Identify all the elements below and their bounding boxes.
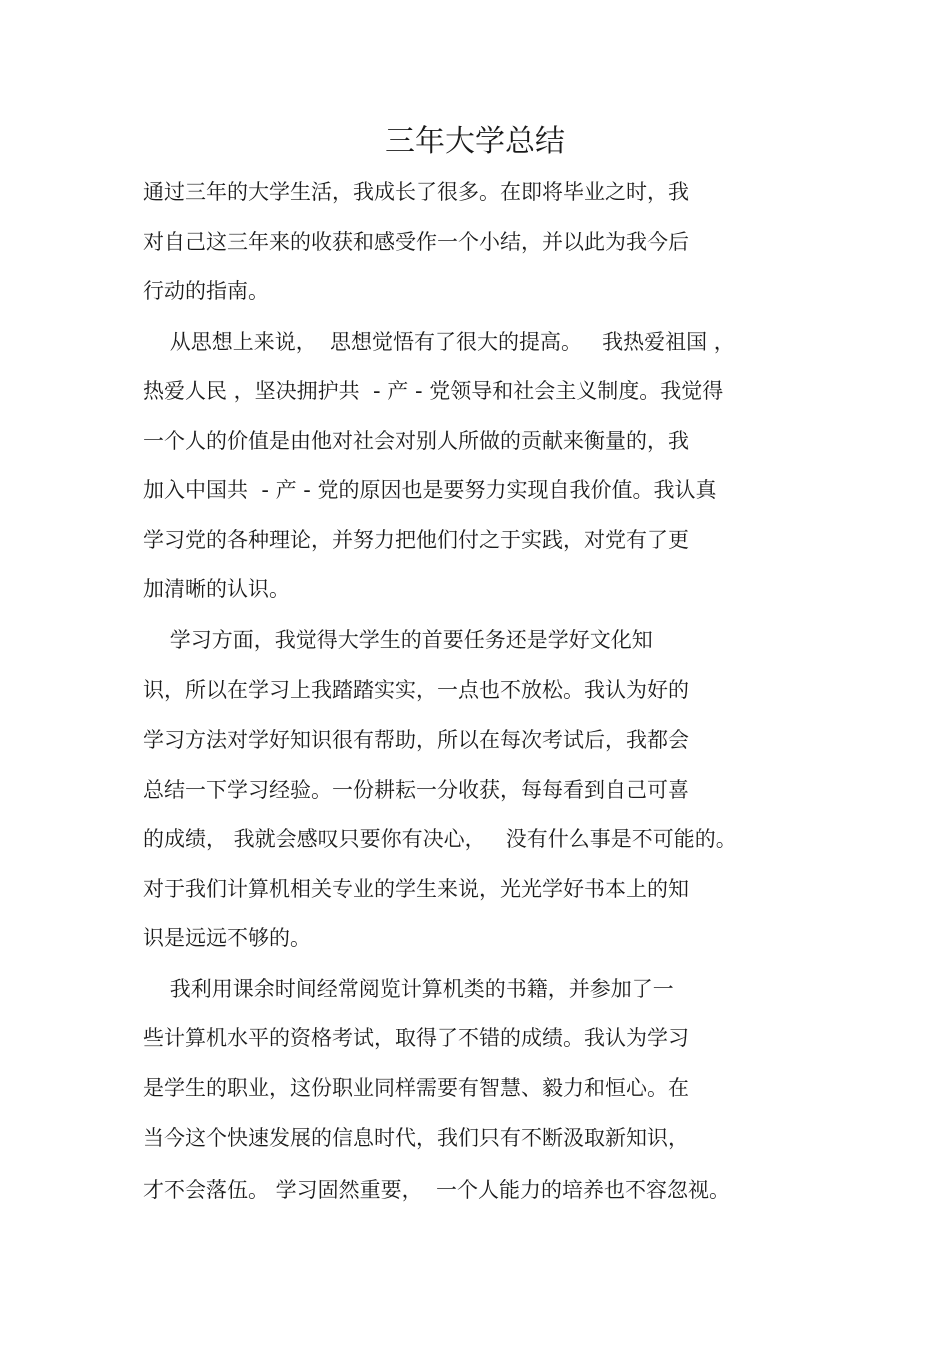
text-line-2: 对自己这三年来的收获和感受作一个小结，并以此为我今后 bbox=[143, 230, 689, 254]
text-line-4: 从思想上来说， 思想觉悟有了很大的提高。 我热爱祖国 ， bbox=[143, 330, 735, 354]
text-line-1: 通过三年的大学生活，我成长了很多。在即将毕业之时，我 bbox=[143, 180, 689, 204]
text-line-6: 一个人的价值是由他对社会对别人所做的贡献来衡量的，我 bbox=[143, 429, 689, 453]
text-line-14: 的成绩， 我就会感叹只要你有决心， 没有什么事是不可能的。 bbox=[143, 827, 737, 851]
text-line-11: 识，所以在学习上我踏踏实实，一点也不放松。我认为好的 bbox=[143, 678, 689, 702]
text-line-19: 是学生的职业，这份职业同样需要有智慧、毅力和恒心。在 bbox=[143, 1076, 689, 1100]
text-line-18: 些计算机水平的资格考试，取得了不错的成绩。我认为学习 bbox=[143, 1026, 689, 1050]
text-line-16: 识是远远不够的。 bbox=[143, 926, 311, 950]
text-line-20: 当今这个快速发展的信息时代，我们只有不断汲取新知识， bbox=[143, 1126, 689, 1150]
text-line-13: 总结一下学习经验。一份耕耘一分收获，每每看到自己可喜 bbox=[143, 778, 689, 802]
text-line-15: 对于我们计算机相关专业的学生来说，光光学好书本上的知 bbox=[143, 877, 689, 901]
text-line-5: 热爱人民 ，坚决拥护共 - 产 - 党领导和社会主义制度。我觉得 bbox=[143, 379, 724, 403]
text-line-3: 行动的指南。 bbox=[143, 279, 269, 303]
text-line-21: 才不会落伍。 学习固然重要， 一个人能力的培养也不容忽视。 bbox=[143, 1178, 731, 1202]
text-line-8: 学习党的各种理论，并努力把他们付之于实践，对党有了更 bbox=[143, 528, 689, 552]
text-line-9: 加清晰的认识。 bbox=[143, 577, 290, 601]
text-line-17: 我利用课余时间经常阅览计算机类的书籍，并参加了一 bbox=[143, 977, 674, 1001]
text-line-7: 加入中国共 - 产 - 党的原因也是要努力实现自我价值。我认真 bbox=[143, 478, 717, 502]
text-line-10: 学习方面，我觉得大学生的首要任务还是学好文化知 bbox=[143, 628, 653, 652]
document-title: 三年大学总结 bbox=[385, 124, 565, 159]
text-line-12: 学习方法对学好知识很有帮助，所以在每次考试后，我都会 bbox=[143, 728, 689, 752]
